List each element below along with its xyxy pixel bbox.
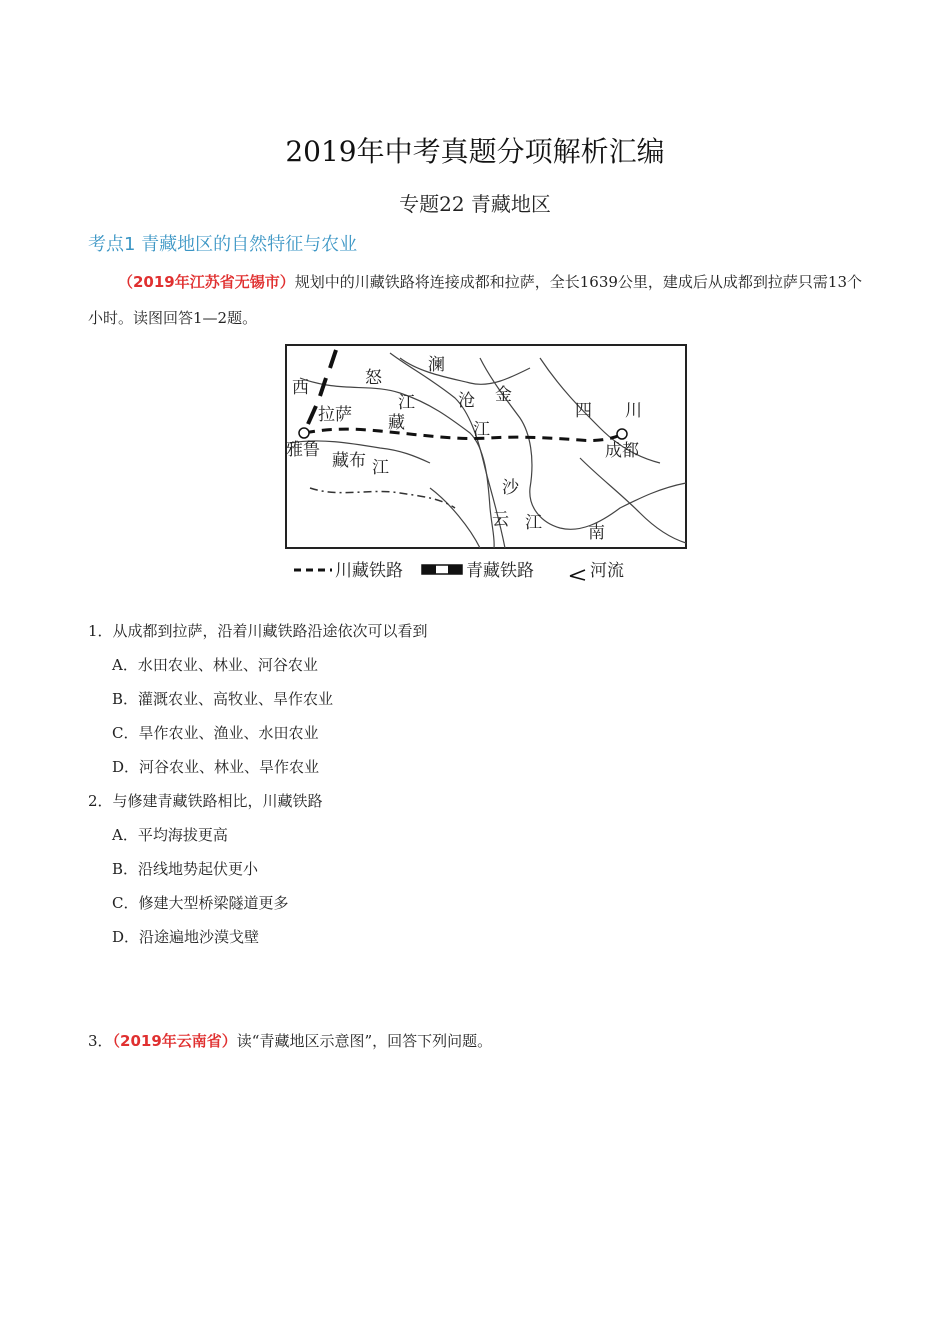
label-jiang1: 江 xyxy=(398,393,415,413)
question-1-option-b: B．灌溉农业、高牧业、旱作农业 xyxy=(112,690,334,708)
map-legend xyxy=(294,561,624,581)
label-si: 四 xyxy=(575,401,592,421)
label-nu: 怒 xyxy=(365,368,382,388)
label-chuan: 川 xyxy=(625,401,642,421)
section-heading: 考点1 青藏地区的自然特征与农业 xyxy=(88,234,358,255)
legend-river-swatch xyxy=(570,570,585,580)
question-2-stem: 与修建青藏铁路相比，川藏铁路 xyxy=(112,792,323,810)
question-3-source: （2019年云南省） xyxy=(112,1032,237,1050)
question-1-option-c: C．旱作农业、渔业、水田农业 xyxy=(112,724,319,742)
label-yun: 云 xyxy=(492,510,509,530)
label-yalu: 雅鲁 xyxy=(286,440,320,460)
question-2-option-b: B．沿线地势起伏更小 xyxy=(112,860,259,878)
label-cang: 沧 xyxy=(458,391,475,411)
question-3-number: 3． xyxy=(88,1032,113,1050)
question-2-option-a: A．平均海拔更高 xyxy=(112,826,228,844)
chengdu-marker xyxy=(617,429,627,439)
label-zang: 藏 xyxy=(388,413,405,433)
legend-chuanzang-label: 川藏铁路 xyxy=(335,561,403,581)
question-1-option-d: D．河谷农业、林业、旱作农业 xyxy=(112,758,320,776)
question-3 xyxy=(88,1030,492,1051)
question-1 xyxy=(88,620,428,641)
lasa-marker xyxy=(299,428,309,438)
question-1-stem: 从成都到拉萨，沿着川藏铁路沿途依次可以看到 xyxy=(112,622,428,640)
label-nan: 南 xyxy=(588,523,605,543)
label-jiang4: 江 xyxy=(525,513,542,533)
question-2-number: 2． xyxy=(88,792,113,810)
label-lasa: 拉萨 xyxy=(318,405,352,425)
label-jin: 金 xyxy=(495,385,512,405)
label-zangbu: 藏布 xyxy=(332,451,366,471)
topic-subtitle: 专题22 青藏地区 xyxy=(399,192,551,216)
intro-paragraph xyxy=(88,264,864,336)
label-chengdu: 成都 xyxy=(605,441,639,461)
legend-qingzang-label: 青藏铁路 xyxy=(466,561,534,581)
label-lan: 澜 xyxy=(428,355,445,375)
question-1-option-a: A．水田农业、林业、河谷农业 xyxy=(112,656,318,674)
label-jiang2: 江 xyxy=(473,420,490,440)
question-2 xyxy=(88,790,323,811)
question-2-option-c: C．修建大型桥梁隧道更多 xyxy=(112,894,289,912)
label-xi: 西 xyxy=(292,378,309,398)
question-3-stem: 读“青藏地区示意图”，回答下列问题。 xyxy=(236,1032,493,1050)
legend-river-label: 河流 xyxy=(590,561,624,581)
railway-map xyxy=(280,338,692,588)
intro-text: 规划中的川藏铁路将连接成都和拉萨，全长1639公里，建成后从成都到拉萨只需13个小时。读图回答1—2题。 xyxy=(88,273,863,327)
intro-source: （2019年江苏省无锡市） xyxy=(118,273,295,291)
label-sha: 沙 xyxy=(502,478,519,498)
page-title: 2019年中考真题分项解析汇编 xyxy=(285,135,665,168)
question-2-option-d: D．沿途遍地沙漠戈壁 xyxy=(112,928,260,946)
question-1-number: 1． xyxy=(88,622,113,640)
label-jiang3: 江 xyxy=(372,458,389,478)
